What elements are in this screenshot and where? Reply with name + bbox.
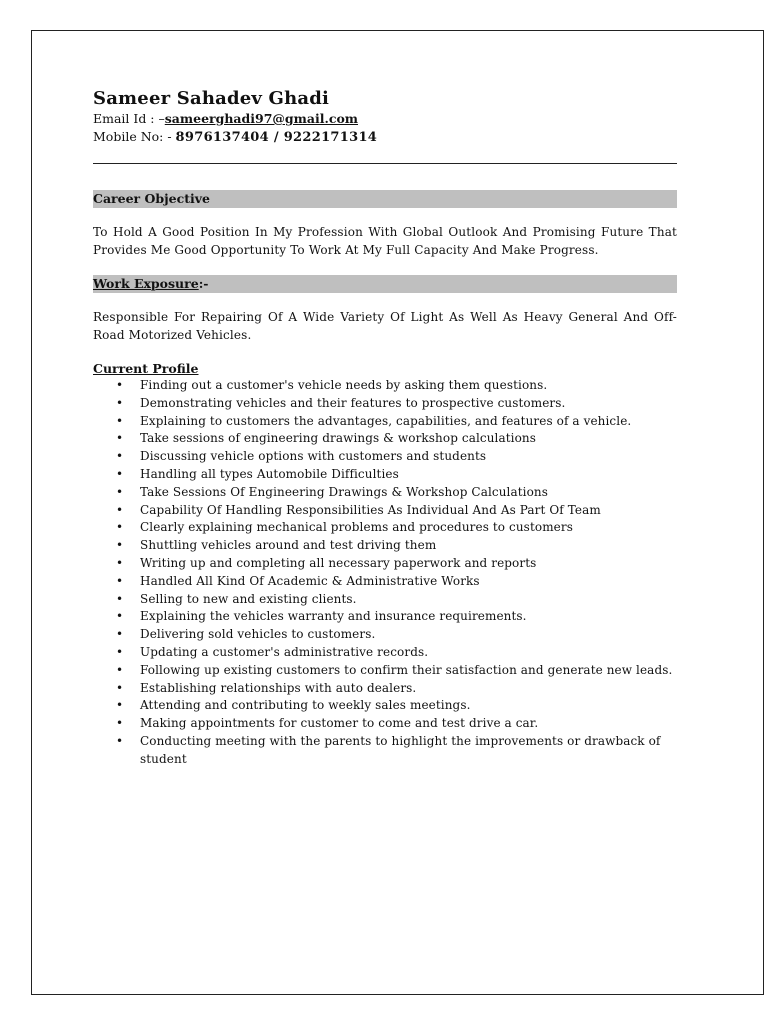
bullet-icon: • [116,573,124,588]
list-item: • Selling to new and existing clients. [93,591,677,609]
resume-content [93,88,677,769]
list-item: • Shuttling vehicles around and test driving them [93,537,677,555]
bullet-icon: • [116,627,124,642]
bullet-icon: • [116,413,124,428]
candidate-name: Sameer Sahadev Ghadi [93,88,330,109]
mobile-line [93,128,677,147]
work-exposure-heading-suffix: :- [198,276,209,291]
list-item: • Following up existing customers to confirm their satisfaction and generate new leads. [93,662,677,680]
bullet-icon: • [116,502,124,517]
current-profile-heading: Current Profile [93,361,199,376]
email-line [93,110,677,128]
current-profile-list [93,377,677,769]
bullet-icon: • [116,484,124,499]
mobile-label: Mobile No: - [93,129,176,144]
bullet-icon: • [116,538,124,553]
bullet-icon: • [116,716,124,731]
career-objective-text: To Hold A Good Position In My Profession With Global Outlook And Promising Future That Provides Me Good Opportunity To Work At My Full Capacity And Make Progress. [93,225,677,257]
bullet-icon: • [116,520,124,535]
bullet-icon: • [116,466,124,481]
list-item: • Explaining the vehicles warranty and insurance requirements. [93,608,677,626]
bullet-icon: • [116,555,124,570]
bullet-icon: • [116,609,124,624]
list-item: • Finding out a customer's vehicle needs by asking them questions. [93,377,677,395]
email-link[interactable]: sameerghadi97@gmail.com [164,111,359,126]
list-item: • Updating a customer's administrative records. [93,644,677,662]
list-item: • Clearly explaining mechanical problems and procedures to customers [93,519,677,537]
list-item: • Attending and contributing to weekly sales meetings. [93,697,677,715]
bullet-icon: • [116,680,124,695]
list-item: • Writing up and completing all necessary paperwork and reports [93,555,677,573]
list-item: • Discussing vehicle options with customers and students [93,448,677,466]
bullet-icon: • [116,378,124,392]
list-item: • Handled All Kind Of Academic & Administrative Works [93,573,677,591]
bullet-icon: • [116,698,124,713]
list-item: • Making appointments for customer to come and test drive a car. [93,715,677,733]
list-item: • Establishing relationships with auto dealers. [93,680,677,698]
bullet-icon: • [116,644,124,659]
list-item: • Demonstrating vehicles and their features to prospective customers. [93,395,677,413]
mobile-numbers: 8976137404 / 9222171314 [175,130,378,145]
bullet-icon: • [116,449,124,464]
career-objective-heading [93,190,677,208]
work-exposure-text: Responsible For Repairing Of A Wide Variety Of Light As Well As Heavy General And Off-Road Motorized Vehicles. [93,310,677,342]
bullet-icon: • [116,662,124,677]
bullet-icon: • [116,431,124,446]
bullet-icon: • [116,591,124,606]
list-item: • Delivering sold vehicles to customers. [93,626,677,644]
list-item: • Take Sessions Of Engineering Drawings & Workshop Calculations [93,484,677,502]
work-exposure-heading [93,275,677,293]
work-exposure-heading-label: Work Exposure [93,276,199,291]
career-objective-heading-label: Career Objective [93,191,210,206]
bullet-icon: • [116,733,124,748]
bullet-icon: • [116,395,124,410]
list-item: • Take sessions of engineering drawings & workshop calculations [93,430,677,448]
list-item: • Capability Of Handling Responsibilities As Individual And As Part Of Team [93,502,677,520]
email-label: Email Id : – [93,111,165,126]
list-item: • Handling all types Automobile Difficulties [93,466,677,484]
list-item: • Explaining to customers the advantages, capabilities, and features of a vehicle. [93,413,677,431]
list-item: • Conducting meeting with the parents to highlight the improvements or drawback of student [116,733,661,766]
